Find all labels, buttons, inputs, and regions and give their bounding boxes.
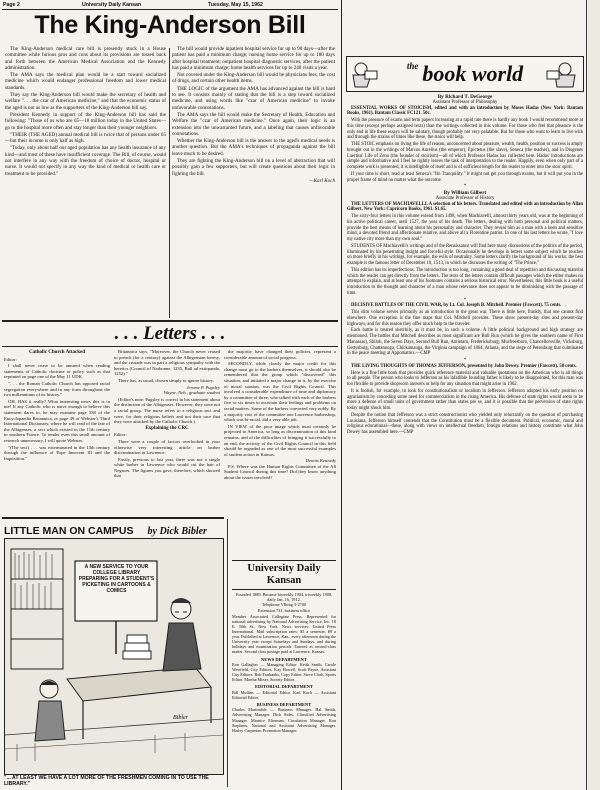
letter-paragraph: Britannica says, "Moreover, the Church never ceased to preach (for a century) against the Albigensian heresy, and the crusade was in part a religious sympathy with the heretics (Council of Narbonne, 1235, Bull ad extirpanda, 1252)." bbox=[114, 349, 220, 377]
letters-column-2 bbox=[114, 349, 220, 480]
letter-paragraph: "(The sect) . . . was exterminated in the 13th century through the influence of Pope Innocent III and the Inquisition." bbox=[4, 444, 110, 461]
letters-banner: . . . Letters . . . bbox=[114, 323, 226, 344]
book-world-banner bbox=[346, 56, 584, 92]
review-paragraph: THE STOIC emphasis on living the life of reason, unconcerned about pleasure, wealth, health, position or success is amply brought out in the writings of Marcus Aurelius (the emperor), Epictetus (the slave), Seneca (the teacher), and in Diogenes Laertius' Life of Zeno (the founder of stoicism)—all of which Professor Hadas has collected here. Hadas' introductions are simple and informative and I feel he rightly leaves the task of interpretation to the reader. Happily, even when only part of a complete work is presented, it is intelligible of itself and is of sufficient length for the reader to enter into the stoic spirit. bbox=[347, 142, 583, 171]
editorial-paragraph: Whether the King-Anderson bill is the answer to the aged's medical needs is another question. But the AMA's techniques of propaganda against the bill leave much to be desired. bbox=[172, 138, 335, 157]
letter-paragraph: There were a couple of factors overlooked in your otherwise very interesting article on barber discrimination in Lawrence. bbox=[114, 438, 220, 456]
column-divider bbox=[227, 519, 228, 787]
staff-list: Ron Gallagher — Managing Editor. Keith Smith, Carole Westfield, City Editors. Kay Howell, Scott Payne, Assistant City Editors. Bob Fairbanks, Copy Editor. Steve Clark, Sports Editor. Martha Moser, Society Editor. bbox=[232, 661, 336, 683]
letter-signature: Dennis Kennedy bbox=[305, 458, 336, 464]
editorial-paragraph: THE LOGIC of the argument the AMA has advanced against the bill is hard to see. It consists mainly of stating that the bill is a step toward socialized medicine, and using words like "czar of American medicine" to invoke unfavorable connotations. bbox=[172, 85, 335, 111]
review-paragraph: Here is a fine little book that provides quick reference material and valuable quotations on the American who is all things to all people. The person who looks to Jefferson as his infallible founding father is likely to be disappointed, for this man was too flexible to provide shopworn answers or help for any situation that might arise in 1962. bbox=[347, 370, 583, 388]
cartoon-caption: "... AT LEAST WE HAVE A LOT MORE OF THE FRESHMEN COMING IN TO USE THE LIBRARY." bbox=[4, 775, 209, 787]
staff-heading: EDITORIAL DEPARTMENT bbox=[254, 684, 314, 690]
review-paragraph: Despite the notion that Jefferson was a strict constructionist who yielded only reluctantly on the question of purchasing Louisiana, Jefferson himself contends that the Constitution must be a flexible document. Political, economic, moral and religious educational—these, along with views on intellectual freedom, foreign relations and history constitute what John Dewey has assembled here.—CMP bbox=[347, 412, 583, 436]
letter-paragraph: Firstly, previous to last year, there was not a single white barber in Lawrence who would cut the hair of Negroes. The figures you gave, therefore, which showed that bbox=[114, 456, 220, 479]
editorial-paragraph: "THEIR (THE AGED) annual medical bill is twice that of persons under 65—but their income is only half as high. bbox=[5, 131, 166, 145]
book-world-prefix: the bbox=[406, 61, 419, 71]
editorial-paragraph: "Today, only about half our aged population has any health insurance of any kind—and most of these have insufficient coverage. The Bill, of course, would not interfere in any way with the freedom of choice of doctor, hospital or nurse. It would not specify in any way the kind of medical or health care or treatment to be provided." bbox=[5, 145, 166, 177]
letter-title: Explaining the CRC bbox=[145, 425, 189, 431]
book-reviews-column bbox=[347, 94, 583, 437]
letter-paragraph: IN VIEW of the poor image which must certainly be projected to America, so long as discrimination of this kind remains, and of the difficulties of bringing it successfully to an end, the activity of the Civil Rights Council in this field should be regarded as one of the most successful examples of student action in Kansas. bbox=[224, 423, 336, 457]
review-separator: * bbox=[463, 358, 467, 364]
masthead-nameplate: University Daily Kansan bbox=[232, 560, 336, 590]
book-world-name: book world bbox=[422, 61, 524, 86]
masthead-telephone: Telephone VIking 3-2700 bbox=[261, 602, 307, 608]
staff-heading: NEWS DEPARTMENT bbox=[261, 656, 307, 662]
staff-list: Bill Mullins — Editorial Editor. Karl Koch — Assistant Editorial Editor. bbox=[232, 689, 336, 700]
letters-column-3 bbox=[224, 349, 336, 482]
masthead-founded: Founded 1889. Became biweekly 1904, triweekly 1908, daily Jan. 16, 1912. bbox=[235, 592, 333, 603]
letter-paragraph: There has, as usual, chosen simply to ignore history. bbox=[118, 377, 215, 383]
review-position: Assistant Professor of Philosophy bbox=[432, 100, 498, 105]
review-book: THE LETTERS OF MACHIAVELLI. A selection of his letters. Translated and edited with an introduction by Allan Gilbert. New York: Capricorn Books, 1961. $1.65. bbox=[347, 201, 583, 213]
review-paragraph: Each battle is treated sketchily, as it must be, in such a volume. A little political background and high strategy are mentioned. The battles that Mitchell describes as most significant are Bull Run (which he gives the southern name of First Manassas), Shiloh, the Seven Days, Second Bull Run, Antietam, Fredericksburg, Murfreesboro, Chancellorsville, Vicksburg, Gettysburg, Chattanooga, Chickamauga, the Virginia campaign of 1864, Atlanta, and the siege of Petersburg that culminated in the peace meeting at Appomattox.—CMP bbox=[347, 328, 583, 357]
letters-rule-top bbox=[2, 320, 338, 322]
adjacent-page-edge bbox=[588, 0, 600, 790]
editor-note: (Editor's note: Pugsley is correct in his statement about the distinction of the Albigenses. However, they were not a racial group. The nurse refers to a religious sect and were, for their religious beliefs and not their race that they were attacked by the Catholic Church.) bbox=[114, 396, 220, 425]
review-position: Associate Professor of History bbox=[435, 196, 495, 202]
review-byline: By William Gilbert bbox=[443, 190, 487, 197]
cartoon-strip-title: LITTLE MAN ON CAMPUS bbox=[4, 525, 134, 537]
review-book: DECISIVE BATTLES OF THE CIVIL WAR, by Lt. Col. Joseph B. Mitchell. Premier (Fawcett). 75 cents. bbox=[351, 303, 562, 309]
masthead-membership: Member Associated Collegiate Press. Represented for national advertising by National Advertising Service, Inc. 18 E. 50th St., New York. News services: United Press International. Mail subscription rates: $5 a semester, $9 a year. Published at Lawrence, Kan., every afternoon during the University year except Saturdays and Sundays, and during holidays and examination periods. Entered as second-class matter. Second class postage paid at Lawrence, Kansas. bbox=[232, 613, 336, 655]
editorial-paragraph: The bill would provide inpatient hospital service for up to 90 days—after the patient has paid a minimum charge; nursing home service for up to 180 days after hospital treatment; outpatient hospital diagnostic services, after the patient has paid a minimum charge; home health services for up to 240 visits a year. bbox=[172, 46, 335, 71]
letters-column-1 bbox=[4, 349, 110, 462]
editorial-title: The King-Anderson Bill bbox=[34, 11, 306, 39]
letter-paragraph: SECONDLY, while clearly the major credit for this change must go to the barbers themselves, it should also be remembered that the group which "discovered" this situation, and initiated a major change in it, by the exercise of moral suasion, was the Civil Rights Council. This involved a considerable expenditure of time and diplomacy by a committee of three, who talked with each of the barbers five or six times to ascertain their feelings and problems on racial matters. Some of the barbers converted very nobly. By a majority vote of the committee one Lawrence barbershop, which was bi-racial, did a very able job. bbox=[224, 361, 336, 423]
letter-paragraph: the majority have changed their policies, represent a considerable amount of social progress. bbox=[224, 349, 336, 360]
page-number: Page 2 bbox=[3, 2, 20, 8]
letter-salutation: Editor: bbox=[114, 432, 127, 438]
book-world-title bbox=[387, 61, 543, 87]
review-byline: By Richard T. DeGeorge bbox=[437, 94, 493, 100]
editorial-paragraph: The AMA says the bill would make the Secretary of Health, Education and Welfare the "czar of American medicine." Once again, their logic is an extension into the unwarranted future, and a labeling that causes unfavorable connotations. bbox=[172, 111, 335, 137]
masthead bbox=[232, 560, 336, 733]
cartoon-panel bbox=[4, 538, 224, 775]
review-paragraph: With the pressure of exams and term papers increasing at a rapid rate there is hardly any book I would recommend more at this time (except perhaps assigned texts) than the writings collected in this volume. For those who feel that pleasure is the only end in life these essays will be salutary, though probably not very palatable. But for those who want to learn to live with and through the strains of times like these, the stoics will help. bbox=[347, 118, 583, 141]
letter-paragraph: ". . . the Roman Catholic Church has opposed racial segregation everywhere and in any form throughout the two millenniums of its history." bbox=[4, 380, 110, 398]
review-paragraph: The sixty-four letters in this volume extend from 1498, when Machiavelli, almost thirty years old, was at the beginning of his active political career, until 1527, the year of his death. The letters, dealing with both personal and political matters, provide the best means of learning about his personality and character. They reveal him as a man with a keen and sensitive mind, a devoted friend and affectionate relative, and above all a Florentine patriot. In one of his last letters he wrote, "I love my native city more than my own soul." bbox=[347, 214, 583, 243]
review-paragraph: This edition has its imperfections. The introduction is too long, containing a good deal of repetition and discussing material which the reader can get directly from the letters. The texts of the letters contain difficult passages which the editor makes no attempt to explain, and at least one of his footnotes contains a serious historical error. Nevertheless, this little book is a useful introduction to the thought and character of a man whose relevance does not appear to be diminishing with the passage of time. bbox=[347, 267, 583, 296]
review-paragraph: This slim volume serves primarily as an introduction to the great war. There is little here, frankly, that one cannot find elsewhere. One exception is the fine maps that Col. Mitchell provides. These show present-day sites and present-day highways, and for this reason they offer much help to the traveler. bbox=[347, 310, 583, 327]
review-separator: * bbox=[463, 297, 467, 303]
editorial-column-1 bbox=[5, 46, 166, 178]
editorial-column-2 bbox=[172, 46, 335, 184]
editorial-signature: —Karl Koch bbox=[309, 177, 335, 184]
review-paragraph: STUDENTS OF Machiavelli's writings and of the Renaissance will find here many discussions of the politics of the period, illuminated by his penetrating insight and forceful style. Occasionally he develops in letters some subject which he touches on more briefly in his writings, for example, the evils of neutrality. Some letters clarify the background of his works; the best example is the famous letter of December 10, 1513, in which he discusses the writing of "The Prince." bbox=[347, 243, 583, 267]
issue-date: Tuesday, May 15, 1962 bbox=[208, 2, 263, 8]
cartoon-byline: by Dick Bibler bbox=[147, 526, 207, 537]
cartoon-signature: Bibler bbox=[173, 715, 188, 721]
staff-list: Charles Martindale — Business Manager. Hal Smith, Advertising Manager. Dick Sides, Classified Advertising Manager. Maurice Elterman, Circulation Manager. Ron Stephens, National and Assistant Advertising Manager. Harley Carpenter, Promotion Manager. bbox=[232, 707, 336, 733]
editorial-paragraph: The AMA says the medical plan would be a start toward socialized medicine which would endanger professional freedom and lower medical standards. bbox=[5, 72, 166, 91]
editorial-paragraph: President Kennedy in support of the King-Anderson bill has said the following: "Those of us who are 65—18 million today in the United States—go to the hospital more often and stay longer than their younger neighbors. bbox=[5, 111, 166, 131]
letters-rule-bottom bbox=[2, 346, 338, 347]
review-book: ESSENTIAL WORKS OF STOICISM, edited and with an introduction by Moses Hadas (New York: Bantam Books, 1961). Bantam Classic FC121. 50c. bbox=[347, 105, 583, 117]
review-paragraph: If your time is short, read at least Seneca's "On Tranquility." It might not get you through exams, but it will put you in the proper frame of mind no matter what the outcome. bbox=[347, 171, 583, 183]
review-paragraph: It is foolish, for example, to look for constitutionalism or localism in Jefferson. Jefferson adopted his early position on agrarianism by conceding some need for commercialism in the rising America. His defense of state rights would seem to be more a defense of small units of government rather than states per se, and it is possible that the perversion of state rights today might shock him. bbox=[347, 388, 583, 412]
editorial-paragraph: The King-Anderson medical care bill is presently stuck in a House committee while furious pros and cons about its provisions are tossed back and forth between the American Medical Association and the Kennedy administration. bbox=[5, 46, 166, 71]
letter-paragraph: OH, HAS it really? What interesting news this is to me! If any Catholic who is naive enough to believe this statement dares to, he may examine page 538 of the Encyclopaedia Britannica, or page 49 of Webster's Third International Dictionary, where he will read of the fate of the Albigenses, a sect which existed in the 11th century in southern France. To render even this small amount of research unnecessary, I will quote Webster. bbox=[4, 398, 110, 443]
cartoon-rule bbox=[2, 517, 224, 519]
letter-title: Catholic Church Attacked bbox=[28, 350, 86, 355]
staff-heading: BUSINESS DEPARTMENT bbox=[256, 701, 312, 707]
review-book: THE LIVING THOUGHTS OF THOMAS JEFFERSON, presented by John Dewey. Premier (Fawcett). 50 cents. bbox=[351, 363, 577, 369]
letter-salutation: Editor: bbox=[4, 356, 17, 362]
section-divider bbox=[341, 0, 342, 790]
review-separator: * bbox=[463, 184, 467, 190]
editorial-paragraph: Not covered under the King-Anderson bill would be physicians fees, the cost of drugs, and certain other health items. bbox=[172, 72, 335, 85]
letter-paragraph: I shall never cease to be amused when reading statements of Catholic doctrine or policy such as that reprinted on page one of the May 11 UDK. bbox=[4, 363, 110, 380]
cartoon-sign-text: A NEW SERVICE TO YOUR COLLEGE LIBRARY PREPARING FOR A STUDENT'S PICKETING IN CARTOONS & COMICS bbox=[78, 564, 155, 594]
newspaper-name: University Daily Kansan bbox=[82, 2, 142, 8]
letter-postscript: P.S. Where was the Human Rights Committee of the All Student Council during this time? Did they know anything about the issues involved? bbox=[224, 463, 336, 481]
column-divider bbox=[169, 48, 170, 318]
editorial-paragraph: They are fighting the King-Anderson bill on a level of abstraction that will possibly gain a few supporters, but will create questions about their logic in fighting the bill. bbox=[172, 158, 335, 177]
masthead-extension: Extension 731, business office bbox=[257, 607, 311, 613]
page-edge-rule bbox=[586, 0, 587, 790]
editorial-paragraph: They say the King-Anderson bill would make the secretary of health and welfare ". . . the czar of American medicine," and that the economic status of the aged is not as low as the supporters of the King-Anderson bill say. bbox=[5, 92, 166, 111]
cartoon-heading bbox=[4, 521, 224, 537]
letter-signature: Jerome P. Pugsley Wayne, Neb., graduate student bbox=[163, 384, 220, 396]
